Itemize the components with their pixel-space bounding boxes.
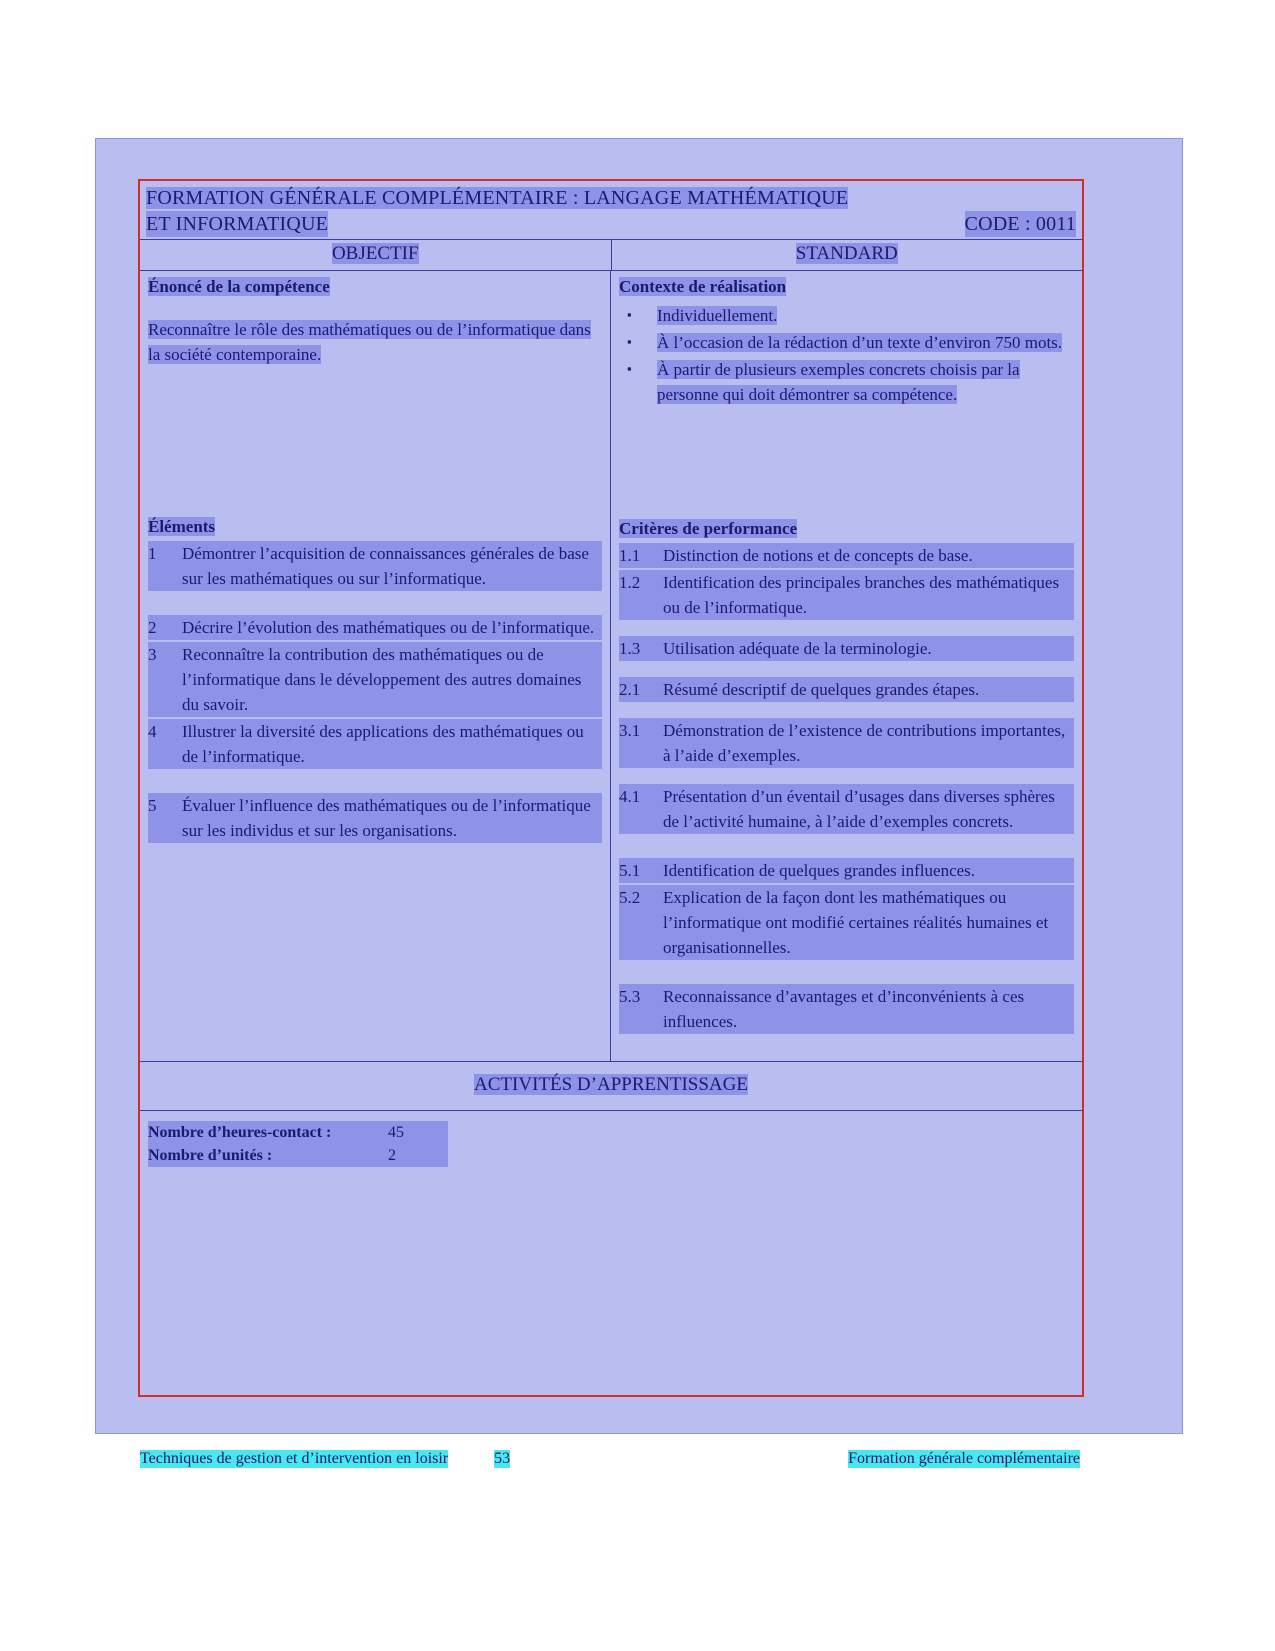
criterion-text: Identification des principales branches des mathématiques ou de l’informatique.	[663, 570, 1074, 620]
standard-column	[611, 271, 1082, 1061]
header-objective-label: OBJECTIF	[331, 243, 419, 264]
element-text: Illustrer la diversité des applications des mathématiques ou de l’informatique.	[182, 719, 602, 769]
element-number: 1	[148, 541, 182, 591]
units-value: 2	[388, 1144, 448, 1167]
column-headers	[140, 240, 1082, 271]
element-text: Reconnaître la contribution des mathématiques ou de l’informatique dans le développement des autres domaines du savoir.	[182, 642, 602, 717]
criterion-number: 1.3	[619, 636, 663, 661]
title-block	[140, 181, 1082, 240]
element-text: Évaluer l’influence des mathématiques ou de l’informatique sur les individus et sur les organisations.	[182, 793, 602, 843]
list-item	[619, 543, 1074, 568]
list-gap	[619, 836, 1074, 858]
criterion-text: Explication de la façon dont les mathématiques ou l’informatique ont modifié certaines réalités humaines et organisationnelles.	[663, 885, 1074, 960]
activities-banner	[140, 1062, 1082, 1111]
criterion-number: 3.1	[619, 718, 663, 768]
list-item	[619, 303, 1074, 328]
column-spacer	[619, 409, 1074, 519]
competency-statement	[148, 317, 602, 367]
list-item	[148, 541, 602, 591]
activities-title: ACTIVITÉS D’APPRENTISSAGE	[474, 1074, 748, 1095]
list-item	[619, 858, 1074, 883]
content-columns	[140, 271, 1082, 1062]
header-standard	[612, 240, 1083, 270]
criterion-number: 5.1	[619, 858, 663, 883]
list-item	[619, 330, 1074, 355]
units-label: Nombre d’unités :	[148, 1144, 388, 1167]
criteria-list	[619, 543, 1074, 1034]
hours-value: 45	[388, 1121, 448, 1144]
code-label: CODE : 0011	[964, 213, 1076, 235]
list-gap	[619, 704, 1074, 718]
criterion-text: Reconnaissance d’avantages et d’inconvénients à ces influences.	[663, 984, 1074, 1034]
list-item	[619, 636, 1074, 661]
list-gap	[148, 593, 602, 615]
element-text: Décrire l’évolution des mathématiques ou de l’informatique.	[182, 615, 602, 640]
criteria-heading	[619, 519, 1074, 539]
footer-left-group	[140, 1450, 510, 1468]
list-gap	[619, 663, 1074, 677]
list-gap	[619, 962, 1074, 984]
criterion-text: Identification de quelques grandes influences.	[663, 858, 1074, 883]
criterion-number: 5.3	[619, 984, 663, 1034]
criterion-number: 5.2	[619, 885, 663, 960]
context-heading-text: Contexte de réalisation	[619, 277, 787, 296]
footer-program-name: Techniques de gestion et d’intervention en loisir	[140, 1450, 449, 1467]
criterion-number: 4.1	[619, 784, 663, 834]
list-item	[619, 784, 1074, 834]
list-gap	[619, 770, 1074, 784]
title-text-1: FORMATION GÉNÉRALE COMPLÉMENTAIRE : LANGAGE MATHÉMATIQUE	[146, 187, 849, 209]
header-objective	[140, 240, 612, 270]
criterion-number: 1.1	[619, 543, 663, 568]
objective-column	[140, 271, 611, 1061]
units-row	[148, 1144, 1074, 1167]
criteria-heading-text: Critères de performance	[619, 519, 798, 538]
competency-heading-text: Énoncé de la compétence	[148, 277, 330, 296]
footer-section-name: Formation générale complémentaire	[848, 1450, 1080, 1467]
list-item	[619, 718, 1074, 768]
document-frame	[138, 179, 1084, 1397]
title-text-2: ET INFORMATIQUE	[146, 213, 329, 235]
context-bullet-text: Individuellement.	[657, 306, 778, 325]
criterion-number: 2.1	[619, 677, 663, 702]
list-item	[148, 642, 602, 717]
list-item	[619, 357, 1074, 407]
context-bullet-text: À l’occasion de la rédaction d’un texte d’environ 750 mots.	[657, 333, 1063, 352]
list-item	[619, 984, 1074, 1034]
page-footer	[140, 1450, 1080, 1468]
list-item	[148, 615, 602, 640]
criterion-text: Distinction de notions et de concepts de base.	[663, 543, 1074, 568]
list-item	[148, 719, 602, 769]
element-text: Démontrer l’acquisition de connaissances générales de base sur les mathématiques ou sur l’informatique.	[182, 541, 602, 591]
competency-heading	[148, 277, 602, 297]
title-line-2	[146, 211, 1076, 237]
context-heading	[619, 277, 1074, 297]
element-number: 3	[148, 642, 182, 717]
criterion-text: Résumé descriptif de quelques grandes étapes.	[663, 677, 1074, 702]
list-item	[619, 570, 1074, 620]
list-gap	[148, 771, 602, 793]
context-bullet-list	[619, 303, 1074, 407]
criterion-text: Démonstration de l’existence de contributions importantes, à l’aide d’exemples.	[663, 718, 1074, 768]
activities-info	[140, 1111, 1082, 1177]
elements-heading	[148, 517, 602, 537]
criterion-text: Présentation d’un éventail d’usages dans diverses sphères de l’activité humaine, à l’aide d’exemples concrets.	[663, 784, 1074, 834]
column-spacer	[148, 367, 602, 517]
hours-row	[148, 1121, 1074, 1144]
list-item	[619, 677, 1074, 702]
element-number: 4	[148, 719, 182, 769]
list-item	[148, 793, 602, 843]
hours-label: Nombre d’heures-contact :	[148, 1121, 388, 1144]
list-item	[619, 885, 1074, 960]
criterion-number: 1.2	[619, 570, 663, 620]
elements-list	[148, 541, 602, 843]
page-canvas	[95, 138, 1183, 1434]
element-number: 2	[148, 615, 182, 640]
list-gap	[619, 622, 1074, 636]
criterion-text: Utilisation adéquate de la terminologie.	[663, 636, 1074, 661]
elements-heading-text: Éléments	[148, 517, 216, 536]
competency-statement-text: Reconnaître le rôle des mathématiques ou de l’informatique dans la société contemporaine.	[148, 320, 591, 364]
title-line-1	[146, 185, 1076, 211]
element-number: 5	[148, 793, 182, 843]
header-standard-label: STANDARD	[795, 243, 898, 264]
context-bullet-text: À partir de plusieurs exemples concrets choisis par la personne qui doit démontrer sa compétence.	[657, 360, 1020, 404]
footer-page-number: 53	[494, 1450, 511, 1467]
